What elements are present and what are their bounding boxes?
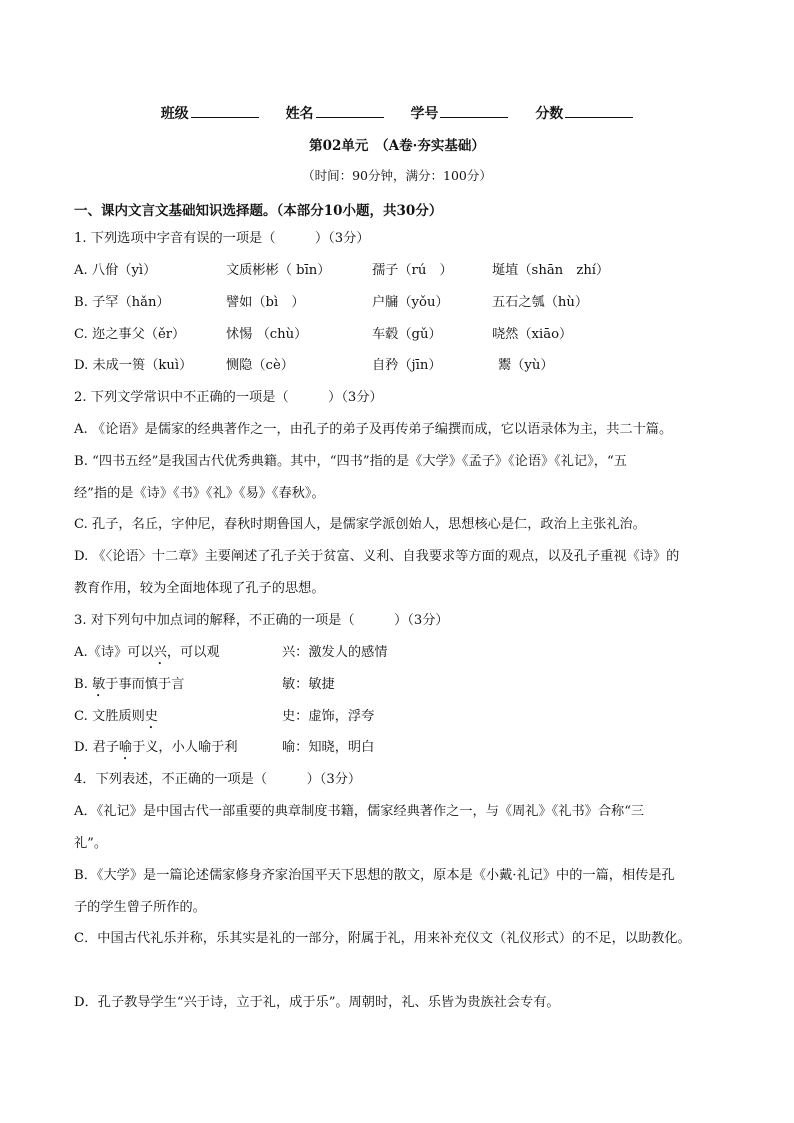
sentence-text: 于义，小人喻于利 [132, 740, 238, 755]
exam-title: 第02单元 （A卷·夯实基础） [309, 138, 485, 154]
q4-option-a-line2: 礼”。 [74, 836, 108, 851]
sentence-text: D. 君子 [74, 740, 119, 755]
q1-option-d-item-3: 自矜（jīn） [372, 358, 442, 373]
q3-option-a-explanation: 兴：激发人的感情 [282, 645, 388, 660]
q1-stem: 1. 下列选项中字音有误的一项是（ ）（3分） [74, 231, 370, 246]
q2-option-c: C. 孔子，名丘，字仲尼，春秋时期鲁国人，是儒家学派创始人，思想核心是仁，政治上主张礼治。 [74, 517, 646, 532]
q3-option-a-sentence [74, 645, 220, 668]
score-blank[interactable] [565, 106, 633, 118]
name-blank[interactable] [316, 106, 384, 118]
q2-option-a: A. 《论语》是儒家的经典著作之一，由孔子的弟子及再传弟子编撰而成，它以语录体为主，共二十篇。 [74, 422, 673, 437]
q2-option-d-line1: D. 《〈论语〉十二章》主要阐述了孔子关于贫富、义利、自我要求等方面的观点，以及孔子重视《诗》的 [74, 549, 680, 564]
sentence-text: B. [74, 677, 93, 692]
q1-option-c-item-3: 车毂（gǔ） [372, 327, 442, 342]
class-blank[interactable] [191, 106, 259, 118]
q2-option-b-line2: 经”指的是《诗》《书》《礼》《易》《春秋》。 [74, 486, 325, 501]
sentence-text: A.《诗》可以 [74, 645, 154, 660]
sentence-text: C. 文胜质则 [74, 709, 145, 724]
name-label: 姓名 [285, 106, 314, 122]
q4-option-b-line1: B．《大学》是一篇论述儒家修身齐家治国平天下思想的散文，原本是《小戴·礼记》中的一篇，相传是孔 [74, 868, 675, 883]
q2-stem: 2. 下列文学常识中不正确的一项是（ ）（3分） [74, 390, 383, 405]
class-field[interactable] [161, 103, 259, 123]
q1-option-b-item-4: 五石之瓠（hù） [492, 295, 589, 310]
q1-option-c-item-1: C. 迩之事父（ěr） [74, 327, 186, 342]
q3-option-c-explanation: 史：虚饰，浮夸 [282, 709, 375, 724]
q1-option-d-item-2: 恻隐（cè） [226, 358, 294, 373]
sentence-text: 于事而慎于言 [105, 677, 185, 692]
q1-option-a-item-1: A. 八佾（yì） [74, 263, 157, 278]
q1-option-a-item-3: 孺子（rú ） [372, 263, 453, 278]
q1-option-d-item-4: 鬻（yù） [498, 358, 554, 373]
emphasized-word: 敏 [92, 677, 106, 692]
student-info-header [0, 103, 794, 123]
student-id-blank[interactable] [440, 106, 508, 118]
q3-option-d-sentence [74, 740, 238, 763]
q4-option-c: C．中国古代礼乐并称，乐其实是礼的一部分，附属于礼，用来补充仪文（礼仪形式）的不足，以助教化。 [74, 931, 691, 946]
sentence-text: ，可以观 [166, 645, 220, 660]
emphasized-word: 兴 [153, 645, 167, 660]
q2-option-d-line2: 教育作用，较为全面地体现了孔子的思想。 [74, 581, 325, 596]
q1-option-a-item-4: 埏埴（shān zhí） [492, 263, 610, 278]
score-label: 分数 [535, 106, 564, 122]
q1-option-b-item-2: 譬如（bì ） [226, 295, 305, 310]
student-id-field[interactable] [410, 103, 508, 123]
q4-stem: 4．下列表述，不正确的一项是（ ）（3分） [74, 772, 362, 787]
q3-option-c-sentence [74, 709, 158, 732]
section-heading: 一、课内文言文基础知识选择题。（本部分10小题，共30分） [74, 203, 443, 219]
q4-option-d: D．孔子教导学生“兴于诗，立于礼，成于乐”。周朝时，礼、乐皆为贵族社会专有。 [74, 995, 560, 1010]
q1-option-c-item-2: 怵惕 （chù） [226, 327, 308, 342]
score-field[interactable] [535, 103, 633, 123]
q3-stem: 3. 对下列句中加点词的解释，不正确的一项是（ ）（3分） [74, 613, 449, 628]
exam-subtitle: （时间：90分钟，满分：100分） [302, 168, 492, 183]
name-field[interactable] [286, 103, 384, 123]
q4-option-b-line2: 子的学生曾子所作的。 [74, 900, 206, 915]
emphasized-word: 史 [144, 709, 158, 724]
q1-option-b-item-1: B. 子罕（hǎn） [74, 295, 170, 310]
q1-option-c-item-4: 哓然（xiāo） [492, 327, 573, 342]
q3-option-b-explanation: 敏：敏捷 [282, 677, 335, 692]
q1-option-a-item-2: 文质彬彬（ bīn） [226, 263, 331, 278]
emphasized-word: 喻 [118, 740, 133, 755]
q3-option-b-sentence [74, 677, 184, 700]
q1-option-b-item-3: 户牖（yǒu） [372, 295, 449, 310]
student-id-label: 学号 [410, 106, 439, 122]
q3-option-d-explanation: 喻：知晓，明白 [282, 740, 375, 755]
class-label: 班级 [160, 106, 189, 122]
q4-option-a-line1: A．《礼记》是中国古代一部重要的典章制度书籍，儒家经典著作之一，与《周礼》《礼书》合称“三 [74, 804, 645, 819]
q1-option-d-item-1: D. 未成一篑（kuì） [74, 358, 193, 373]
q2-option-b-line1: B. “四书五经”是我国古代优秀典籍。其中，“四书”指的是《大学》《孟子》《论语》《礼记》，“五 [74, 454, 627, 469]
